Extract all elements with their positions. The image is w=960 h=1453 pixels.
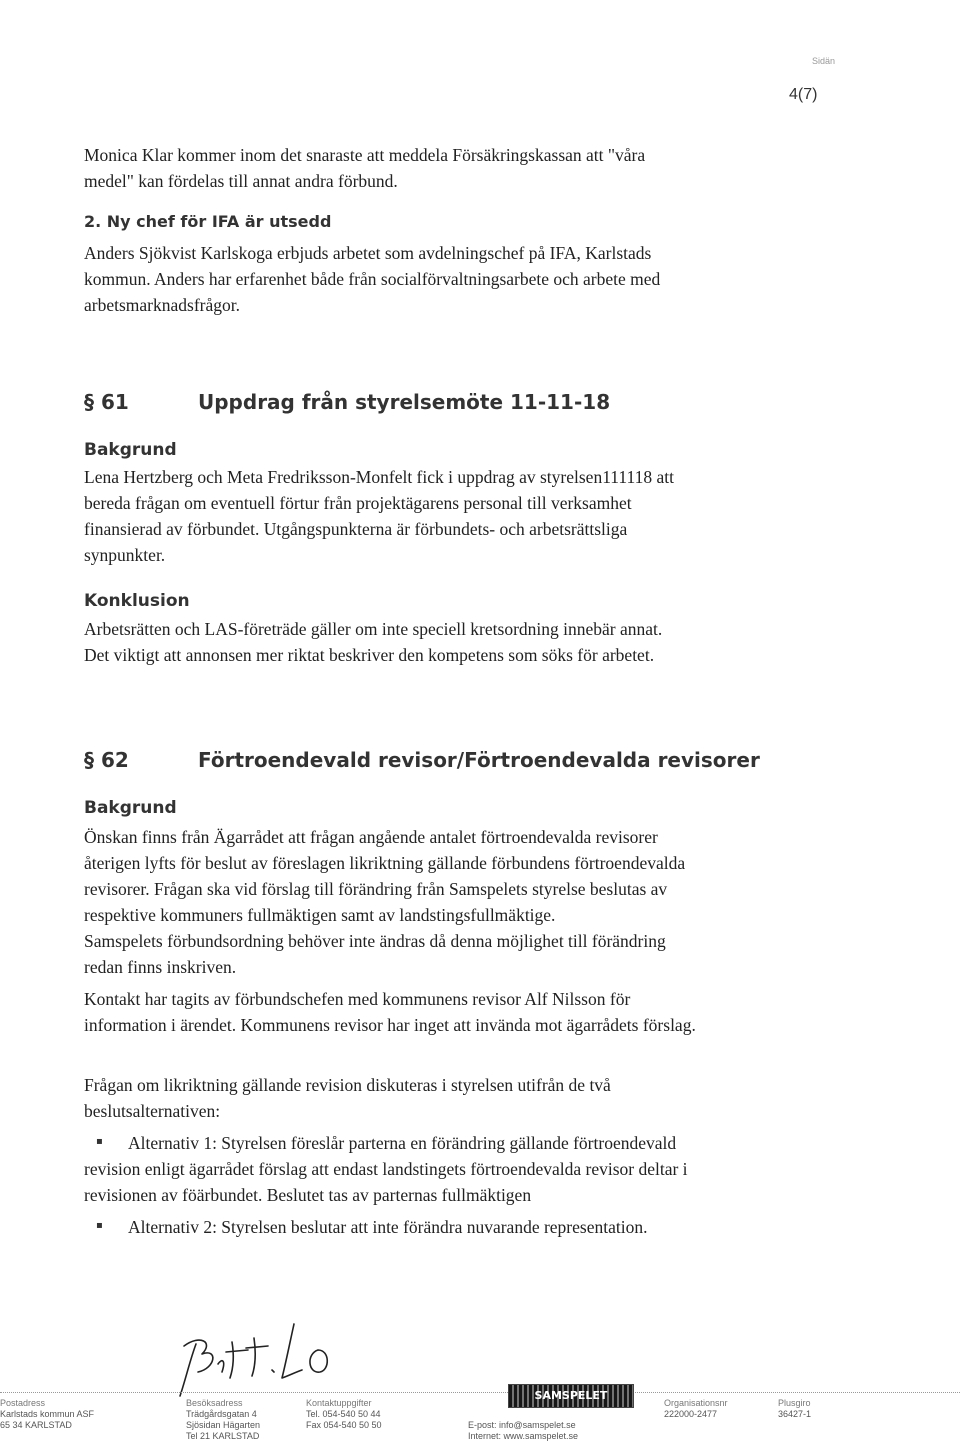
footer-line: 222000-2477	[664, 1409, 718, 1419]
text-line: Samspelets förbundsordning behöver inte ändras då denna möjlighet till förändring	[84, 931, 666, 951]
footer-divider	[0, 1392, 960, 1393]
corner-mark: Sidän	[812, 56, 836, 66]
footer-label: Besöksadress	[186, 1398, 243, 1408]
page-number: 4(7)	[789, 86, 818, 103]
text-line: Lena Hertzberg och Meta Fredriksson-Monfelt fick i uppdrag av styrelsen111118 att	[84, 467, 674, 487]
alternative-1	[84, 1130, 844, 1208]
text-line: återigen lyfts för beslut av föreslagen likriktning gällande förbundens förtroendevalda	[84, 853, 686, 873]
text-line: revisorer. Frågan ska vid förslag till förändring från Samspelets styrelse beslutas av	[84, 879, 668, 899]
bullet-icon: ▪	[96, 1220, 103, 1231]
text-line: redan finns inskriven.	[84, 957, 237, 977]
text-line: Frågan om likriktning gällande revision diskuteras i styrelsen utifrån de två	[84, 1075, 611, 1095]
footer-plusgiro	[778, 1398, 848, 1420]
footer-label: Kontaktuppgifter	[306, 1398, 372, 1408]
item2-heading: 2. Ny chef för IFA är utsedd	[84, 212, 332, 231]
signature-handwritten	[170, 1320, 360, 1400]
section-62-number: § 62	[84, 748, 129, 772]
text-line: Alternativ 1: Styrelsen föreslår parterna en förändring gällande förtroendevald	[128, 1133, 677, 1153]
section-61-konklusion-label: Konklusion	[84, 591, 190, 611]
footer-postal-address	[0, 1398, 150, 1431]
section-61-number: § 61	[84, 390, 129, 414]
footer-label: Plusgiro	[778, 1398, 811, 1408]
section-61-bakgrund-text	[84, 464, 804, 568]
footer-line: Tel 21 KARLSTAD	[186, 1431, 260, 1441]
text-line: Kontakt har tagits av förbundschefen med kommunens revisor Alf Nilsson för	[84, 989, 631, 1009]
footer-label: Postadress	[0, 1398, 46, 1408]
text-line: information i ärendet. Kommunens revisor har inget att invända mot ägarrådets förslag.	[84, 1015, 696, 1035]
logo-text: SAMSPELET	[509, 1385, 633, 1407]
intro-line: medel" kan fördelas till annat andra förbund.	[84, 171, 398, 191]
text-line: revision enligt ägarrådet förslag att endast landstingets förtroendevalda revisor deltar i	[84, 1159, 688, 1179]
bullet-icon: ▪	[96, 1136, 103, 1147]
section-62-paragraph-1	[84, 824, 824, 980]
section-62-bakgrund-label: Bakgrund	[84, 798, 177, 818]
footer-visiting-address	[186, 1398, 296, 1442]
section-61-title: Uppdrag från styrelsemöte 11-11-18	[198, 390, 611, 414]
intro-line: Monica Klar kommer inom det snaraste att meddela Försäkringskassan att "våra	[84, 145, 646, 165]
section-62-paragraph-3	[84, 1072, 824, 1124]
text-line: Det viktigt att annonsen mer riktat beskriver den kompetens som söks för arbetet.	[84, 645, 655, 665]
section-61-konklusion-text	[84, 616, 804, 668]
footer-line: 65 34 KARLSTAD	[0, 1420, 72, 1430]
samspelet-logo	[508, 1384, 634, 1408]
footer-contact	[306, 1398, 436, 1431]
footer-line: Tel. 054-540 50 44	[306, 1409, 381, 1419]
intro-paragraph	[84, 142, 804, 194]
footer-line: Sjösidan Hägarten	[186, 1420, 261, 1430]
footer-org-number	[664, 1398, 754, 1420]
text-line: bereda frågan om eventuell förtur från projektägarens personal till verksamhet	[84, 493, 632, 513]
text-line: revisionen av föärbundet. Beslutet tas av parternas fullmäktigen	[84, 1185, 532, 1205]
section-62-paragraph-2	[84, 986, 844, 1038]
footer-line: Internet: www.samspelet.se	[468, 1431, 579, 1441]
item2-line: Anders Sjökvist Karlskoga erbjuds arbetet som avdelningschef på IFA, Karlstads	[84, 243, 652, 263]
text-line: Arbetsrätten och LAS-företräde gäller om inte speciell kretsordning innebär annat.	[84, 619, 663, 639]
text-line: respektive kommuners fullmäktigen samt av landstingsfullmäktige.	[84, 905, 556, 925]
text-line: finansierad av förbundet. Utgångspunkterna är förbundets- och arbetsrättsliga	[84, 519, 628, 539]
text-line: beslutsalternativen:	[84, 1101, 221, 1121]
footer-label: Organisationsnr	[664, 1398, 728, 1408]
item2-line: kommun. Anders har erfarenhet både från socialförvaltningsarbete och arbete med	[84, 269, 661, 289]
item2-line: arbetsmarknadsfrågor.	[84, 295, 240, 315]
section-62-title: Förtroendevald revisor/Förtroendevalda revisorer	[198, 748, 760, 772]
text-line: synpunkter.	[84, 545, 166, 565]
item2-paragraph	[84, 240, 804, 318]
section-61-bakgrund-label: Bakgrund	[84, 440, 177, 460]
alternative-2: Alternativ 2: Styrelsen beslutar att inte förändra nuvarande representation.	[128, 1217, 648, 1237]
text-line: Önskan finns från Ägarrådet att frågan angående antalet förtroendevalda revisorer	[84, 827, 658, 847]
footer-line: 36427-1	[778, 1409, 812, 1419]
footer-line: E-post: info@samspelet.se	[468, 1420, 576, 1430]
footer-line: Fax 054-540 50 50	[306, 1420, 382, 1430]
footer-web	[468, 1420, 638, 1442]
footer-line: Karlstads kommun ASF	[0, 1409, 95, 1419]
footer-line: Trädgårdsgatan 4	[186, 1409, 257, 1419]
